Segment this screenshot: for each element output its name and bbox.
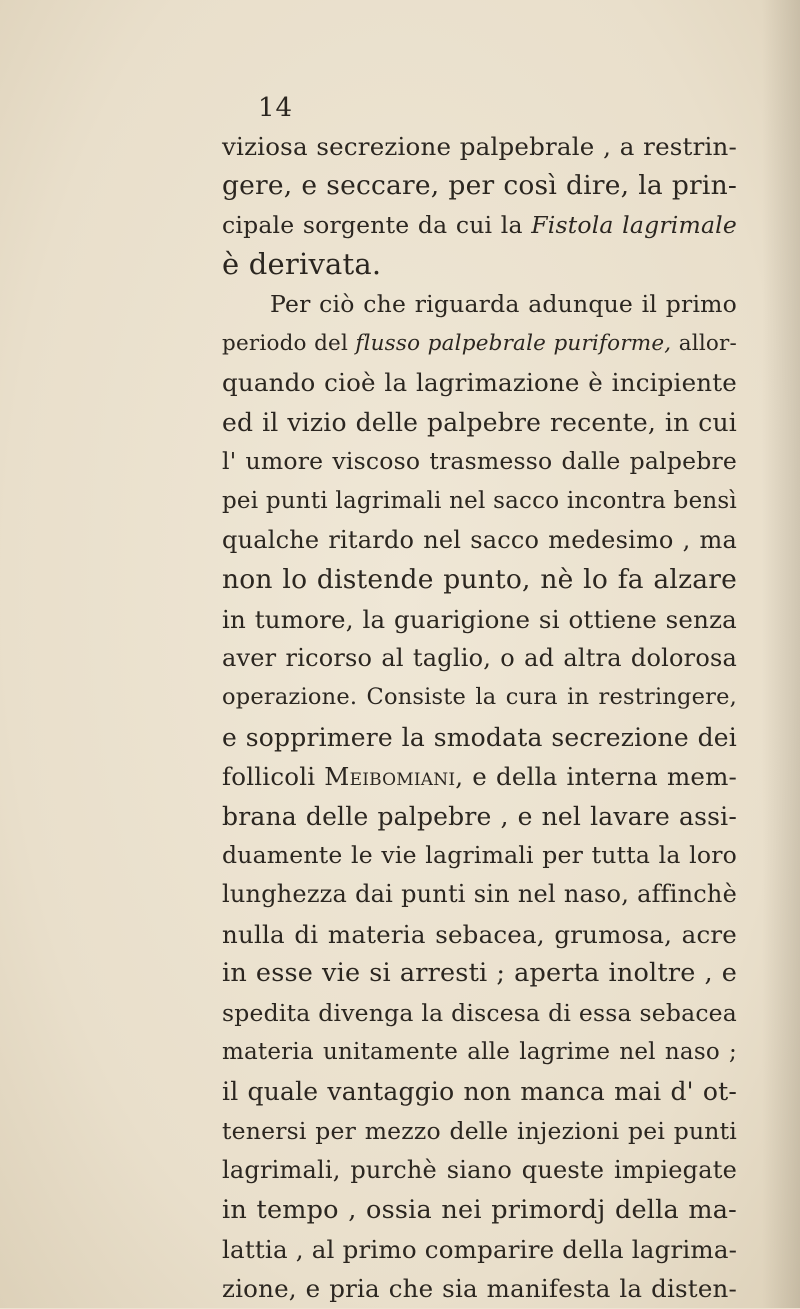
text-line [222,600,737,639]
text-line [222,285,737,324]
text-line [222,324,737,363]
text-line [222,127,737,166]
text-line [222,757,737,796]
text-span: in esse vie si arresti ; aperta inoltre , e [222,958,737,989]
text-span: lunghezza dai punti sin nel naso, affinchè [222,880,737,909]
text-line [222,1033,737,1072]
text-line [222,245,737,284]
text-line [222,521,737,560]
text-span: tenersi per mezzo delle injezioni pei punti [222,1116,737,1145]
text-line [222,994,737,1033]
text-line [222,1230,737,1269]
page-number: 14 [258,93,294,123]
text-line [222,678,737,717]
text-line [222,363,737,402]
text-line [222,639,737,678]
text-span: in tempo , ossia nei primordj della ma- [222,1194,737,1225]
text-line [222,1269,737,1308]
text-span: l' umore viscoso trasmesso dalle palpebre [222,447,737,476]
text-span: brana delle palpebre , e nel lavare assi- [222,801,737,831]
text-span: il quale vantaggio non manca mai d' ot- [222,1077,737,1107]
text-line [222,915,737,954]
text-span: pei punti lagrimali nel sacco incontra bensì [222,487,737,514]
body-text [222,127,737,1309]
text-line [222,206,737,245]
text-span: e sopprimere la smodata secrezione dei [222,722,737,752]
text-line [222,1191,737,1230]
text-span: non lo distende punto, nè lo fa alzare [222,564,737,596]
italic-text: Fistola lagrimale [531,210,737,239]
text-span: in tumore, la guarigione si ottiene senza [222,604,737,634]
text-span: nulla di materia sebacea, grumosa, acre [222,919,737,949]
text-span: ed il vizio delle palpebre recente, in cui [222,407,737,437]
page-edge-shadow [762,0,800,1308]
text-span: lattia , al primo comparire della lagrima- [222,1234,738,1264]
text-line [222,403,737,442]
italic-text: flusso palpebrale puriforme, [355,330,672,356]
text-span: follicoli [222,762,325,792]
text-line [222,954,737,993]
text-span: quando cioè la lagrimazione è incipiente [222,368,737,398]
text-line [222,836,737,875]
text-span: operazione. Consiste la cura in restringere, [222,684,737,711]
text-span: gere, e seccare, per così dire, la prin- [222,170,737,202]
text-line [222,1112,737,1151]
text-span: zione, e pria che sia manifesta la disten- [222,1274,737,1304]
text-span: Per ciò che riguarda adunque il primo [270,289,737,318]
text-line [222,482,737,521]
text-line [222,166,737,205]
text-line [222,1072,737,1111]
text-line [222,442,737,481]
text-span: materia unitamente alle lagrime nel naso ; [222,1038,737,1065]
text-span: cipale sorgente da cui la [222,210,532,239]
small-caps-text: Meibomiani [324,762,456,792]
text-span: viziosa secrezione palpebrale , a restrin- [222,132,737,161]
text-span: è derivata. [222,247,382,282]
text-span: spedita divenga la discesa di essa sebacea [222,998,737,1027]
text-span: qualche ritardo nel sacco medesimo , ma [222,525,737,554]
text-span: duamente le vie lagrimali per tutta la loro [222,841,737,870]
text-line [222,797,737,836]
text-span: lagrimali, purchè siano queste impiegate [222,1156,737,1185]
text-line [222,560,737,599]
text-span: allor- [671,330,737,356]
text-span: periodo del [222,330,356,356]
text-line [222,1151,737,1190]
text-line [222,875,737,914]
text-span: aver ricorso al taglio, o ad altra dolorosa [222,644,737,673]
text-span: , e della interna mem- [455,762,737,792]
text-line [222,718,737,757]
